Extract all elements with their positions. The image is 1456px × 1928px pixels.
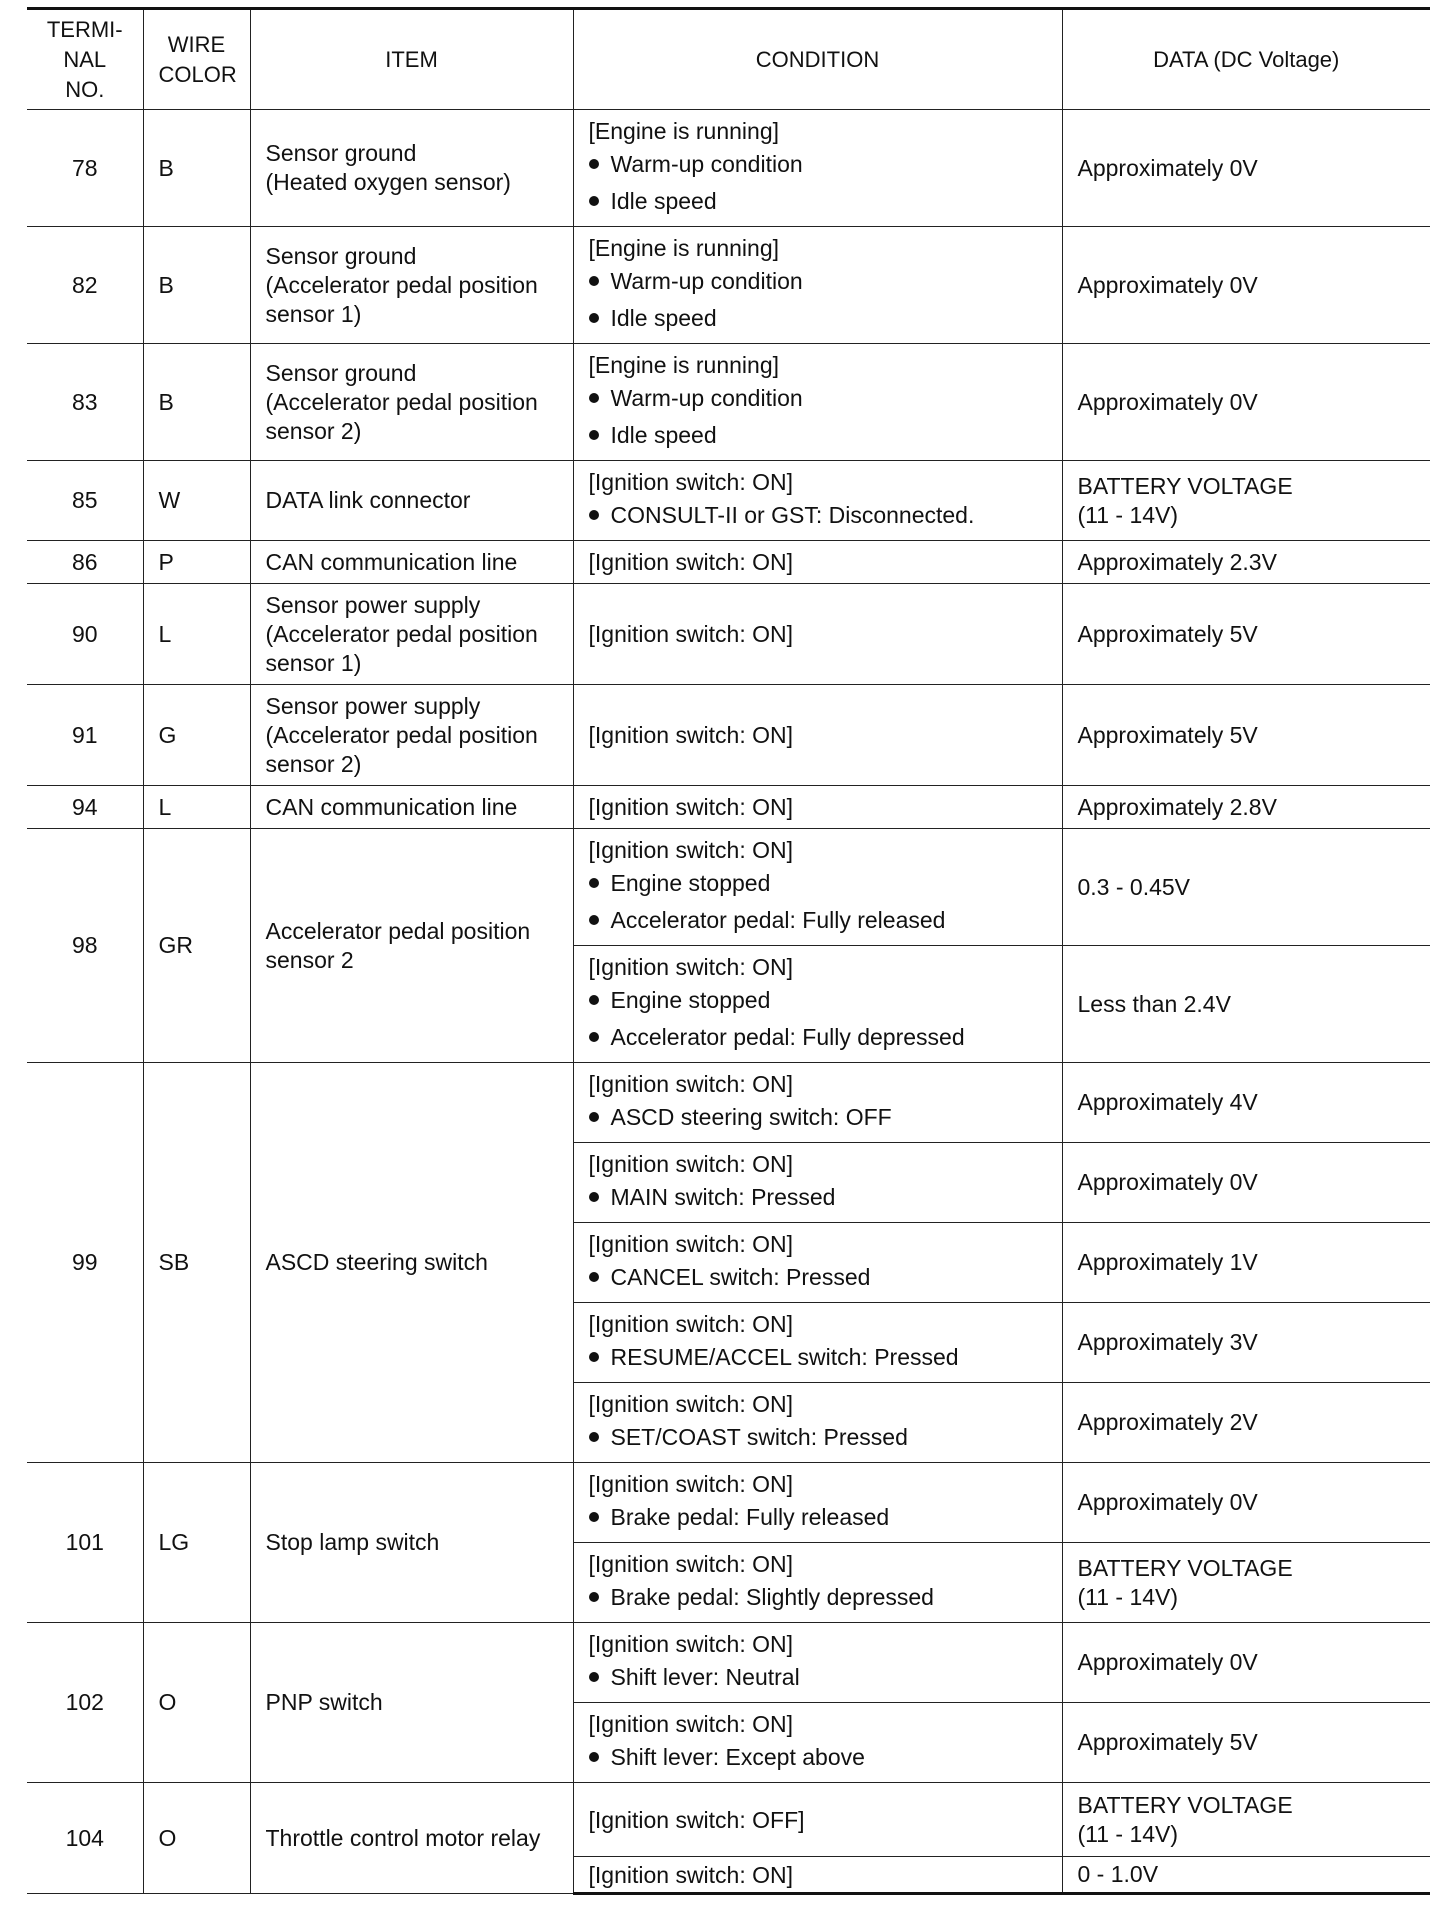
header-terminal-line: NAL (63, 46, 107, 72)
table-row (27, 786, 1430, 829)
condition-heading: [Ignition switch: ON] (588, 1391, 794, 1417)
condition-bullet (589, 1419, 1047, 1456)
dc-voltage-cell (1062, 1383, 1430, 1463)
wire-color-cell: B (143, 110, 250, 227)
dc-voltage-text: Less than 2.4V (1077, 990, 1231, 1017)
bullet-dot-icon (589, 1112, 599, 1122)
condition-bullet-text: Engine stopped (610, 870, 771, 896)
dc-voltage-text: Approximately 0V (1077, 271, 1258, 298)
condition-bullet-text: Idle speed (610, 305, 717, 331)
condition-heading: [Ignition switch: ON] (588, 1861, 794, 1888)
condition-bullet (589, 1499, 1047, 1536)
condition-bullet-text: Engine stopped (610, 987, 771, 1013)
item-text-line: Sensor power supply (265, 591, 481, 618)
condition-heading: [Ignition switch: ON] (588, 837, 794, 863)
condition-bullet (589, 146, 1047, 183)
dc-voltage-cell (1062, 1303, 1430, 1383)
item-cell (250, 227, 573, 344)
item-text-line: sensor 2) (265, 750, 362, 777)
condition-heading: [Ignition switch: ON] (588, 1551, 794, 1577)
dc-voltage-cell (1062, 1223, 1430, 1303)
wire-color-cell: L (143, 786, 250, 829)
table-row (27, 829, 1430, 946)
dc-voltage-text: Approximately 5V (1077, 1729, 1258, 1755)
dc-voltage-text: Approximately 0V (1077, 1169, 1258, 1195)
item-cell (250, 344, 573, 461)
terminal-number-cell: 102 (27, 1623, 143, 1783)
terminal-data-table (27, 7, 1430, 1895)
header-item: ITEM (250, 9, 573, 110)
wire-color-cell: W (143, 461, 250, 541)
dc-voltage-text: Approximately 0V (1077, 388, 1258, 415)
wire-color-cell: B (143, 344, 250, 461)
dc-voltage-cell (1062, 584, 1430, 685)
dc-voltage-text: Approximately 2V (1077, 1409, 1258, 1435)
dc-voltage-text: 0 - 1.0V (1077, 1861, 1159, 1887)
header-wire-color (143, 9, 250, 110)
table-row (27, 344, 1430, 461)
condition-cell (573, 1543, 1062, 1623)
condition-heading: [Ignition switch: ON] (588, 1071, 794, 1097)
condition-bullet (589, 865, 1047, 902)
condition-bullet (589, 263, 1047, 300)
condition-bullet (589, 982, 1047, 1019)
dc-voltage-text: Approximately 4V (1077, 1089, 1258, 1115)
bullet-dot-icon (589, 159, 599, 169)
terminal-number-cell: 101 (27, 1463, 143, 1623)
dc-voltage-cell (1062, 227, 1430, 344)
wire-color-cell: B (143, 227, 250, 344)
item-cell (250, 1463, 573, 1623)
bullet-dot-icon (589, 1752, 599, 1762)
dc-voltage-text: Approximately 2.3V (1077, 548, 1277, 575)
condition-cell (573, 1303, 1062, 1383)
condition-cell (573, 1063, 1062, 1143)
condition-bullet (589, 1339, 1047, 1376)
condition-bullet (589, 1659, 1047, 1696)
condition-cell (573, 786, 1062, 829)
bullet-dot-icon (589, 1032, 599, 1042)
table-row (27, 1463, 1430, 1543)
condition-cell (573, 227, 1062, 344)
condition-heading: [Ignition switch: ON] (588, 549, 794, 575)
item-text-line: (Heated oxygen sensor) (265, 169, 511, 195)
condition-bullet-text: Warm-up condition (610, 385, 803, 411)
dc-voltage-text: BATTERY VOLTAGE (1077, 1791, 1293, 1818)
dc-voltage-text: 0.3 - 0.45V (1077, 873, 1191, 900)
wire-color-cell: O (143, 1783, 250, 1894)
condition-heading: [Ignition switch: ON] (588, 1311, 794, 1337)
dc-voltage-cell (1062, 786, 1430, 829)
condition-heading: [Ignition switch: ON] (588, 1231, 794, 1257)
dc-voltage-cell (1062, 1857, 1430, 1894)
bullet-dot-icon (589, 276, 599, 286)
item-text-line: Stop lamp switch (265, 1529, 440, 1555)
table-row (27, 227, 1430, 344)
dc-voltage-cell (1062, 461, 1430, 541)
condition-cell (573, 461, 1062, 541)
item-text-line: Throttle control motor relay (265, 1824, 541, 1851)
bullet-dot-icon (589, 1512, 599, 1522)
dc-voltage-text: Approximately 0V (1077, 1649, 1258, 1675)
bullet-dot-icon (589, 1352, 599, 1362)
bullet-dot-icon (589, 1672, 599, 1682)
wire-color-cell: O (143, 1623, 250, 1783)
terminal-number-cell: 94 (27, 786, 143, 829)
condition-bullet-text: Warm-up condition (610, 151, 803, 177)
condition-bullet-text: Warm-up condition (610, 268, 803, 294)
condition-heading: [Ignition switch: ON] (588, 1711, 794, 1737)
dc-voltage-text: Approximately 3V (1077, 1329, 1258, 1355)
dc-voltage-cell (1062, 344, 1430, 461)
condition-cell (573, 584, 1062, 685)
terminal-number-cell: 104 (27, 1783, 143, 1894)
bullet-dot-icon (589, 1272, 599, 1282)
item-text-line: sensor 2) (265, 417, 362, 444)
item-text-line: sensor 2 (265, 946, 354, 973)
condition-heading: [Engine is running] (588, 118, 780, 144)
bullet-dot-icon (589, 393, 599, 403)
table-row (27, 110, 1430, 227)
header-data: DATA (DC Voltage) (1062, 9, 1430, 110)
condition-heading: [Ignition switch: ON] (588, 1151, 794, 1177)
terminal-number-cell: 86 (27, 541, 143, 584)
header-terminal-no (27, 9, 143, 110)
dc-voltage-text: Approximately 5V (1077, 721, 1258, 748)
header-terminal-line: TERMI- (46, 16, 123, 42)
table-row (27, 1623, 1430, 1703)
condition-bullet-text: RESUME/ACCEL switch: Pressed (610, 1344, 959, 1370)
dc-voltage-text: Approximately 5V (1077, 620, 1258, 647)
condition-bullet (589, 300, 1047, 337)
condition-heading: [Ignition switch: ON] (588, 794, 794, 820)
terminal-number-cell: 99 (27, 1063, 143, 1463)
bullet-dot-icon (589, 878, 599, 888)
header-row (27, 9, 1430, 110)
item-cell (250, 461, 573, 541)
dc-voltage-cell (1062, 946, 1430, 1063)
bullet-dot-icon (589, 430, 599, 440)
header-wire-line: WIRE (167, 31, 226, 57)
condition-heading: [Ignition switch: ON] (588, 1631, 794, 1657)
terminal-number-cell: 83 (27, 344, 143, 461)
condition-cell (573, 946, 1062, 1063)
condition-bullet (589, 183, 1047, 220)
wire-color-cell: GR (143, 829, 250, 1063)
condition-bullet (589, 380, 1047, 417)
dc-voltage-cell (1062, 1063, 1430, 1143)
terminal-data-table-container (27, 7, 1430, 1895)
table-row (27, 1783, 1430, 1857)
condition-heading: [Ignition switch: ON] (588, 621, 794, 647)
item-text-line: sensor 1) (265, 300, 362, 327)
condition-bullet (589, 1179, 1047, 1216)
item-text-line: sensor 1) (265, 649, 362, 676)
item-text-line: (Accelerator pedal position (265, 271, 538, 298)
condition-cell (573, 541, 1062, 584)
condition-bullet-text: Accelerator pedal: Fully depressed (610, 1024, 965, 1050)
dc-voltage-cell (1062, 829, 1430, 946)
item-cell (250, 1623, 573, 1783)
condition-heading: [Ignition switch: OFF] (588, 1806, 805, 1833)
condition-bullet (589, 1579, 1047, 1616)
terminal-number-cell: 78 (27, 110, 143, 227)
condition-bullet-text: ASCD steering switch: OFF (610, 1104, 892, 1130)
wire-color-cell: SB (143, 1063, 250, 1463)
dc-voltage-text: (11 - 14V) (1077, 1583, 1179, 1610)
condition-bullet-text: Idle speed (610, 422, 717, 448)
condition-cell (573, 1463, 1062, 1543)
condition-cell (573, 1223, 1062, 1303)
bullet-dot-icon (589, 1192, 599, 1202)
item-cell (250, 829, 573, 1063)
condition-bullet-text: Accelerator pedal: Fully released (610, 907, 946, 933)
dc-voltage-cell (1062, 1463, 1430, 1543)
condition-bullet (589, 902, 1047, 939)
item-text-line: (Accelerator pedal position (265, 721, 538, 748)
dc-voltage-text: (11 - 14V) (1077, 501, 1179, 528)
dc-voltage-cell (1062, 1783, 1430, 1857)
header-condition: CONDITION (573, 9, 1062, 110)
condition-bullet-text: MAIN switch: Pressed (610, 1184, 836, 1210)
dc-voltage-text: Approximately 2.8V (1077, 793, 1277, 820)
condition-bullet (589, 1019, 1047, 1056)
terminal-number-cell: 90 (27, 584, 143, 685)
table-row (27, 461, 1430, 541)
dc-voltage-cell (1062, 1143, 1430, 1223)
terminal-number-cell: 91 (27, 685, 143, 786)
condition-cell (573, 1703, 1062, 1783)
item-text-line: Sensor ground (265, 242, 417, 269)
condition-bullet-text: Brake pedal: Slightly depressed (610, 1584, 934, 1610)
terminal-number-cell: 85 (27, 461, 143, 541)
item-text-line: ASCD steering switch (265, 1249, 488, 1275)
item-text-line: (Accelerator pedal position (265, 388, 538, 415)
condition-bullet-text: CONSULT-II or GST: Disconnected. (610, 502, 975, 528)
condition-bullet (589, 417, 1047, 454)
dc-voltage-cell (1062, 1623, 1430, 1703)
wire-color-cell: L (143, 584, 250, 685)
dc-voltage-text: Approximately 0V (1077, 1489, 1258, 1515)
terminal-number-cell: 82 (27, 227, 143, 344)
dc-voltage-cell (1062, 1543, 1430, 1623)
item-cell (250, 541, 573, 584)
item-cell (250, 1063, 573, 1463)
item-text-line: DATA link connector (265, 487, 471, 513)
header-terminal-line: NO. (65, 76, 105, 102)
condition-heading: [Ignition switch: ON] (588, 469, 794, 495)
condition-cell (573, 110, 1062, 227)
dc-voltage-cell (1062, 685, 1430, 786)
table-body (27, 110, 1430, 1894)
dc-voltage-text: Approximately 1V (1077, 1249, 1258, 1275)
bullet-dot-icon (589, 313, 599, 323)
item-cell (250, 1783, 573, 1894)
condition-cell (573, 685, 1062, 786)
item-cell (250, 110, 573, 227)
condition-cell (573, 1783, 1062, 1857)
item-text-line: Sensor ground (265, 359, 417, 386)
condition-cell (573, 1623, 1062, 1703)
condition-heading: [Ignition switch: ON] (588, 722, 794, 748)
item-text-line: Sensor power supply (265, 692, 481, 719)
dc-voltage-cell (1062, 1703, 1430, 1783)
header-wire-line: COLOR (158, 61, 237, 87)
condition-heading: [Ignition switch: ON] (588, 1471, 794, 1497)
bullet-dot-icon (589, 1432, 599, 1442)
condition-heading: [Ignition switch: ON] (588, 954, 794, 980)
dc-voltage-text: (11 - 14V) (1077, 1820, 1179, 1847)
condition-cell (573, 344, 1062, 461)
condition-bullet-text: Shift lever: Except above (610, 1744, 865, 1770)
item-cell (250, 685, 573, 786)
condition-bullet (589, 1099, 1047, 1136)
wire-color-cell: G (143, 685, 250, 786)
condition-cell (573, 1383, 1062, 1463)
wire-color-cell: LG (143, 1463, 250, 1623)
table-row (27, 685, 1430, 786)
table-row (27, 584, 1430, 685)
condition-cell (573, 1857, 1062, 1894)
condition-bullet (589, 1739, 1047, 1776)
condition-bullet-text: CANCEL switch: Pressed (610, 1264, 871, 1290)
terminal-number-cell: 98 (27, 829, 143, 1063)
item-text-line: (Accelerator pedal position (265, 620, 538, 647)
item-text-line: PNP switch (265, 1689, 383, 1715)
item-text-line: Sensor ground (265, 140, 417, 166)
table-row (27, 1063, 1430, 1143)
condition-heading: [Engine is running] (588, 235, 780, 261)
dc-voltage-cell (1062, 541, 1430, 584)
condition-bullet-text: Brake pedal: Fully released (610, 1504, 890, 1530)
item-cell (250, 786, 573, 829)
bullet-dot-icon (589, 915, 599, 925)
condition-bullet (589, 497, 1047, 534)
item-cell (250, 584, 573, 685)
dc-voltage-cell (1062, 110, 1430, 227)
condition-bullet (589, 1259, 1047, 1296)
condition-bullet-text: Shift lever: Neutral (610, 1664, 800, 1690)
wire-color-cell: P (143, 541, 250, 584)
table-row (27, 541, 1430, 584)
item-text-line: Accelerator pedal position (265, 917, 531, 944)
condition-cell (573, 829, 1062, 946)
dc-voltage-text: BATTERY VOLTAGE (1077, 472, 1293, 499)
bullet-dot-icon (589, 196, 599, 206)
condition-bullet-text: Idle speed (610, 188, 717, 214)
item-text-line: CAN communication line (265, 793, 518, 820)
bullet-dot-icon (589, 1592, 599, 1602)
condition-cell (573, 1143, 1062, 1223)
condition-heading: [Engine is running] (588, 352, 780, 378)
bullet-dot-icon (589, 995, 599, 1005)
item-text-line: CAN communication line (265, 548, 518, 575)
dc-voltage-text: BATTERY VOLTAGE (1077, 1554, 1293, 1581)
condition-bullet-text: SET/COAST switch: Pressed (610, 1424, 908, 1450)
dc-voltage-text: Approximately 0V (1077, 154, 1258, 181)
bullet-dot-icon (589, 510, 599, 520)
